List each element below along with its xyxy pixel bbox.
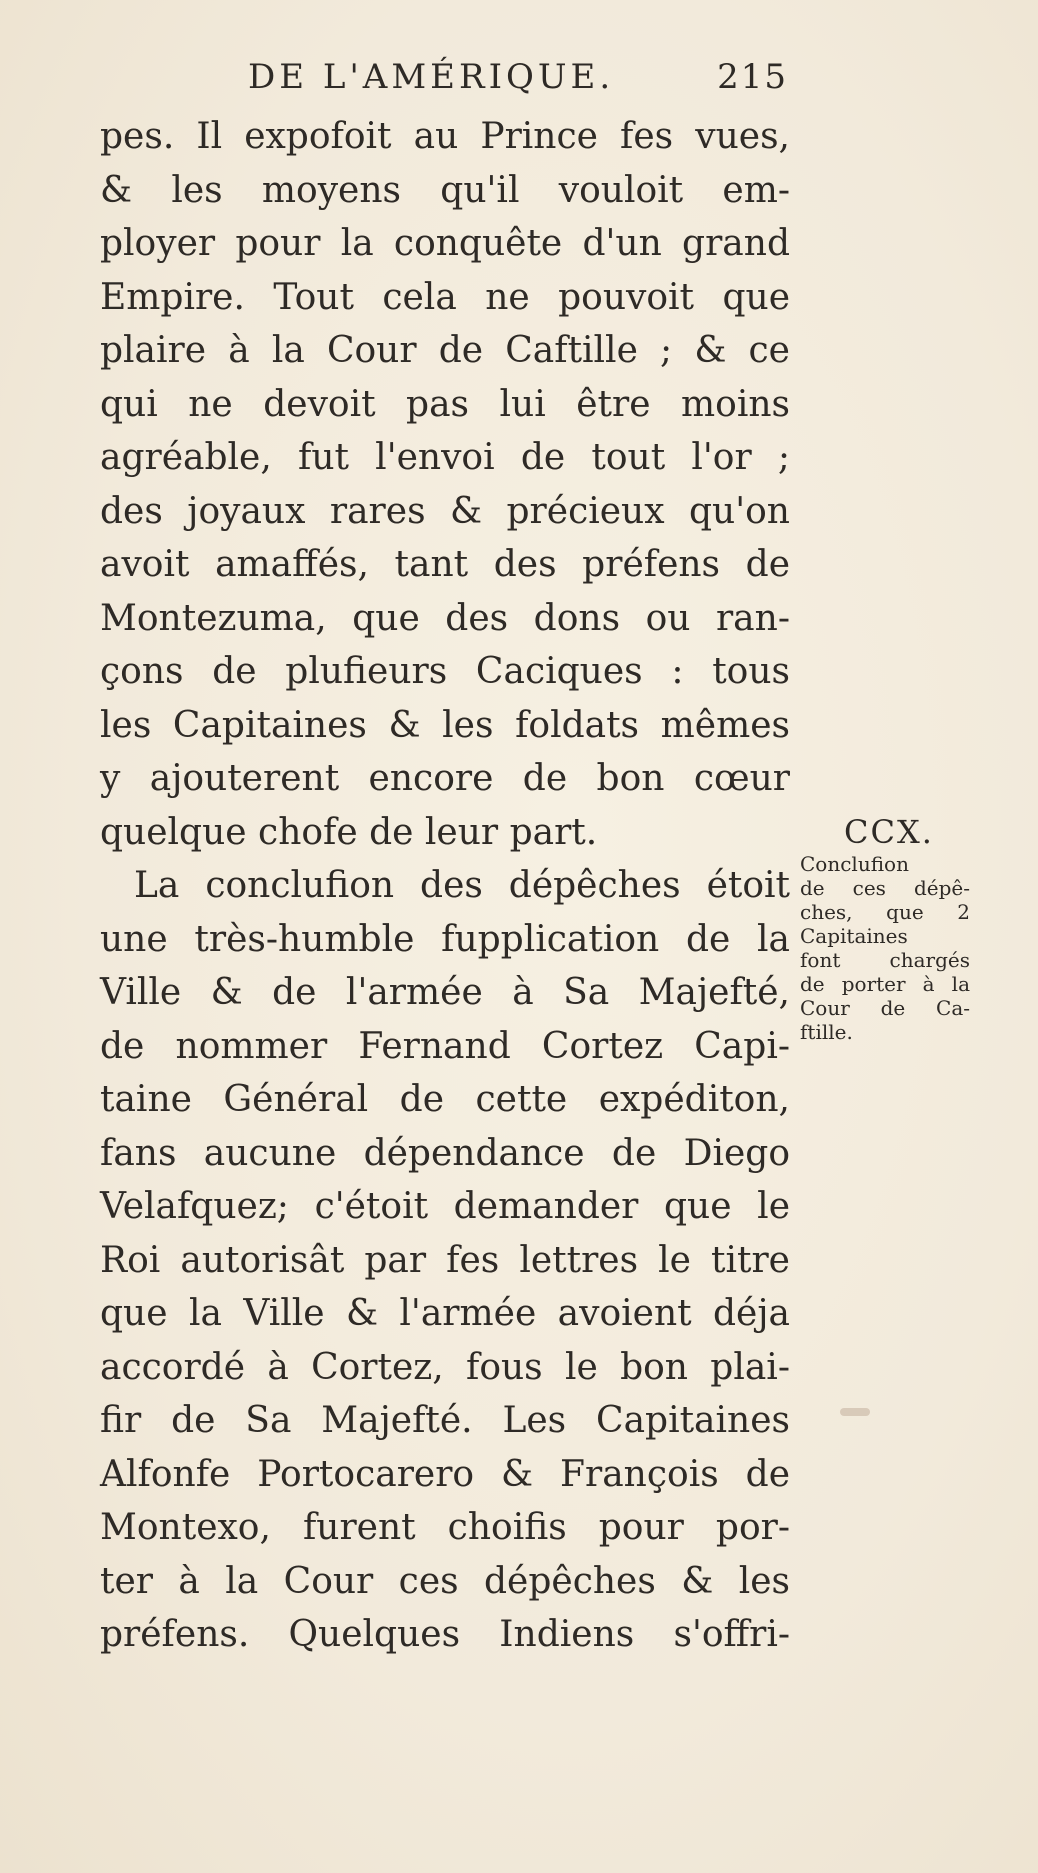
body-line: La conclufion des dépêches étoit <box>134 865 790 906</box>
marginal-line: Conclufion <box>800 852 909 876</box>
marginal-line: Capitaines <box>800 924 908 948</box>
body-line: les Capitaines & les foldats mêmes <box>100 704 790 746</box>
body-line: préfens. Quelques Indiens s'offri- <box>100 1614 790 1655</box>
body-line: de nommer Fernand Cortez Capi- <box>100 1025 790 1067</box>
body-line: Empire. Tout cela ne pouvoit que <box>100 276 790 318</box>
marginal-line: de porter à la <box>800 972 970 996</box>
body-line: Velafquez; c'étoit demander que le <box>100 1186 790 1227</box>
body-line: agréable, fut l'envoi de tout l'or ; <box>100 437 790 478</box>
body-line: que la Ville & l'armée avoient déja <box>100 1293 790 1334</box>
running-head <box>248 52 788 102</box>
body-line: fans aucune dépendance de Diego <box>100 1132 790 1174</box>
body-line: y ajouterent encore de bon cœur <box>100 758 790 799</box>
body-line: Alfonfe Portocarero & François de <box>100 1453 790 1495</box>
marginal-line: de ces dépê- <box>800 876 970 900</box>
page-number: 215 <box>717 57 788 97</box>
body-line: fir de Sa Majefté. Les Capitaines <box>100 1400 790 1441</box>
body-line: Ville & de l'armée à Sa Majefté, <box>100 972 790 1013</box>
running-head-title: DE L'AMÉRIQUE. <box>248 57 615 97</box>
body-line: Montezuma, que des dons ou ran- <box>100 597 790 639</box>
marginal-section-number: CCX. <box>844 813 934 851</box>
paper-stain <box>840 1408 870 1416</box>
marginal-note <box>800 812 970 1044</box>
body-line: quelque chofe de leur part. <box>100 811 598 853</box>
body-line: avoit amaffés, tant des préfens de <box>100 544 790 585</box>
marginal-line: ftille. <box>800 1020 853 1044</box>
body-line: çons de plufieurs Caciques : tous <box>100 651 790 692</box>
body-line: plaire à la Cour de Caftille ; & ce <box>100 330 790 371</box>
marginal-line: ches, que 2 <box>800 900 970 924</box>
body-line: qui ne devoit pas lui être moins <box>100 383 790 425</box>
body-line: Roi autorisât par fes lettres le titre <box>100 1239 790 1281</box>
body-text <box>100 110 790 1662</box>
marginal-line: Cour de Ca- <box>800 996 970 1020</box>
body-line: pes. Il expofoit au Prince fes vues, <box>100 116 790 157</box>
body-line: ter à la Cour ces dépêches & les <box>100 1560 790 1602</box>
body-line: Montexo, furent choifis pour por- <box>100 1507 790 1548</box>
body-line: des joyaux rares & précieux qu'on <box>100 490 790 532</box>
body-line: taine Général de cette expéditon, <box>100 1079 790 1120</box>
body-line: ployer pour la conquête d'un grand <box>100 223 790 264</box>
body-line: accordé à Cortez, fous le bon plai- <box>100 1346 790 1388</box>
marginal-line: font chargés <box>800 948 970 972</box>
body-line: & les moyens qu'il vouloit em- <box>100 169 790 211</box>
body-line: une très-humble fupplication de la <box>100 918 790 960</box>
